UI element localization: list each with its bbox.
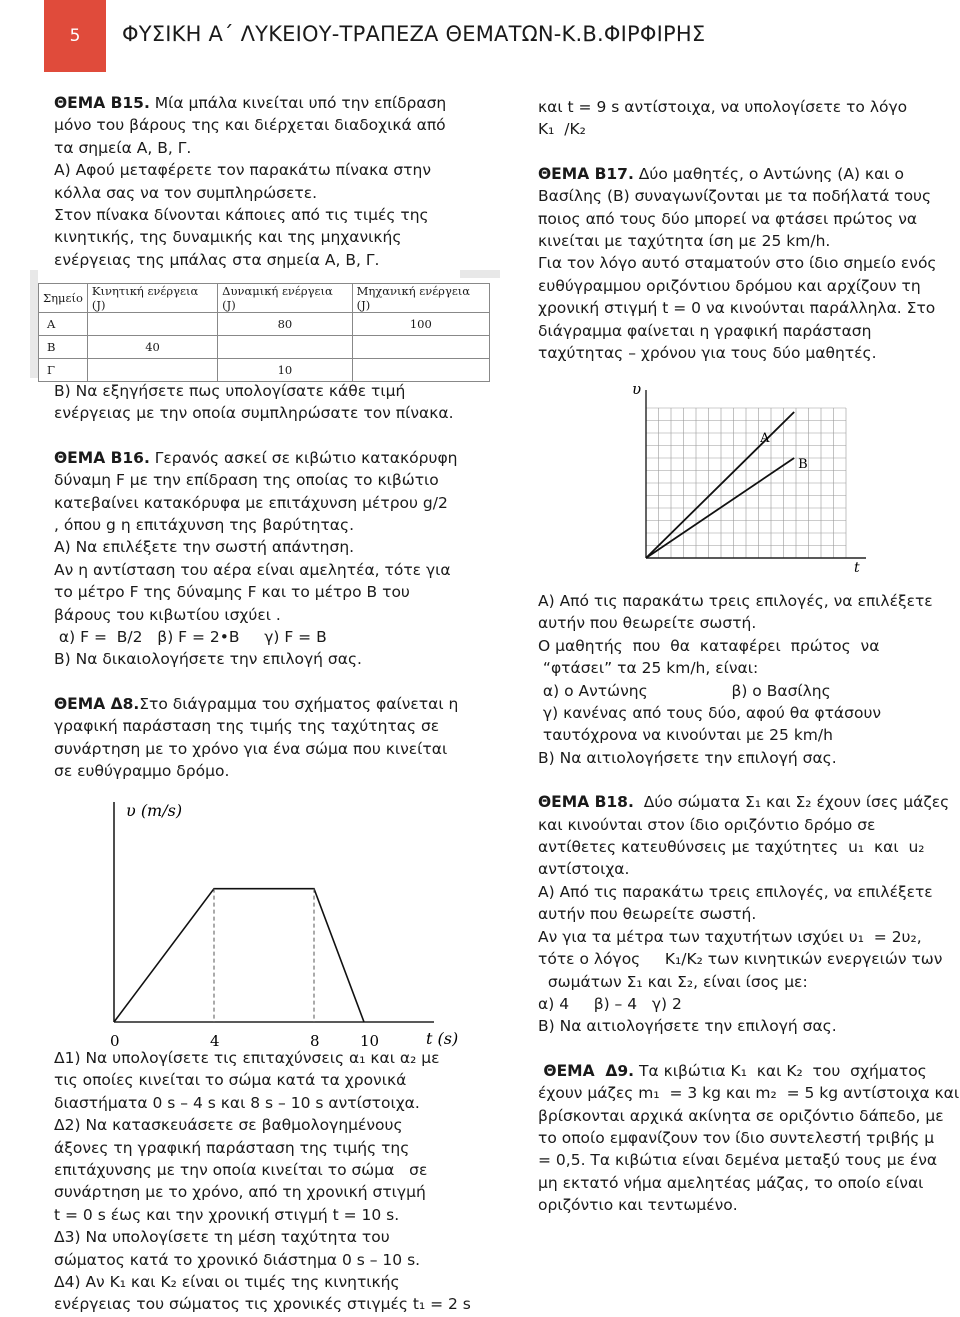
x-axis-label: t (s) (426, 1029, 459, 1048)
b18-line: αντίθετες κατευθύνσεις με ταχύτητες u₁ και u₂ (538, 838, 925, 857)
b16-heading: ΘΕΜΑ Β16. (54, 448, 150, 467)
d9-first-line (538, 1060, 956, 1082)
b17-question: αυτήν που θεωρείτε σωστή. (538, 614, 757, 633)
d9-line: το οποίο εμφανίζουν τον ίδιο συντελεστή τριβής μ (538, 1128, 935, 1147)
d8-first-line (54, 693, 476, 715)
b17-line: Για τον λόγο αυτό σταματούν στο ίδιο σημείο ενός (538, 254, 937, 273)
table-cell: Β (39, 336, 88, 359)
b17-line: κινείται με ταχύτητα ίση με 25 km/h. (538, 232, 831, 251)
b18-line: Β) Να αιτιολογήσετε την επιλογή σας. (538, 1017, 837, 1036)
b15-line: ενέργειας της μπάλας στα σημεία Α, Β, Γ. (54, 250, 380, 269)
b16-line: κατεβαίνει κατακόρυφα με επιτάχυνση μέτρου g/2 (54, 493, 448, 512)
table-shadow (30, 270, 38, 378)
b17-question: “φτάσει” τα 25 km/h, είναι: (538, 659, 759, 678)
b18-line: Α) Από τις παρακάτω τρεις επιλογές, να επιλέξετε (538, 882, 933, 901)
b18-line: τότε ο λόγος Κ₁/Κ₂ των κινητικών ενεργειών των (538, 950, 943, 969)
b18-first-line (538, 791, 956, 813)
y-axis-label: υ (m/s) (126, 801, 183, 820)
table-cell (87, 359, 217, 382)
b15-first-line (54, 92, 476, 114)
d9-line: = 0,5. Τα κιβώτια είναι δεμένα μεταξύ τους με ένα (538, 1151, 938, 1170)
b15-part-b: Β) Να εξηγήσετε πως υπολογίσατε κάθε τιμή (54, 382, 406, 400)
d8-line: γραφική παράσταση της τιμής της ταχύτητας σε (54, 717, 440, 736)
b17-question: γ) κανένας από τους δύο, αφού θα φτάσουν (538, 704, 882, 723)
table-cell (87, 313, 217, 336)
table-cell: Α (39, 313, 88, 336)
d8-question: Δ4) Αν Κ₁ και Κ₂ είναι οι τιμές της κινητικής (54, 1273, 400, 1292)
table-cell (218, 336, 352, 359)
b16-line: Αν η αντίσταση του αέρα είναι αμελητέα, τότε για (54, 560, 451, 579)
b17-question: ταυτόχρονα να κινούνται με 25 km/h (538, 726, 833, 745)
b16-line: δύναμη F με την επίδραση της οποίας το κιβώτιο (54, 471, 439, 490)
d8-question: Δ3) Να υπολογίσετε τη μέση ταχύτητα του (54, 1228, 390, 1247)
b16-first-line (54, 447, 476, 469)
b15-line: κινητικής, της δυναμικής και της μηχανικής (54, 228, 402, 247)
table-cell: 100 (352, 313, 489, 336)
b18-intro: Δύο σώματα Σ₁ και Σ₂ έχουν ίσες μάζες (633, 793, 950, 812)
x-axis-label: t (854, 560, 860, 576)
b18-options: α) 4 β) – 4 γ) 2 (538, 994, 682, 1013)
x-tick-label: 8 (310, 1032, 320, 1050)
b15-line: Α) Αφού μεταφέρετε τον παρακάτω πίνακα στην (54, 161, 431, 180)
d8-question: άξονες τη γραφική παράσταση της τιμής της (54, 1138, 410, 1157)
b17-line: ευθύγραμμου οριζόντιου δρόμου και αρχίζουν τη (538, 276, 921, 295)
table-cell: 40 (87, 336, 217, 359)
column-header: Δυναμική ενέργεια (J) (218, 284, 352, 313)
b18-line: σωμάτων Σ₁ και Σ₂, είναι ίσος με: (538, 972, 808, 991)
b15-heading: ΘΕΜΑ Β15. (54, 94, 150, 112)
column-header: Μηχανική ενέργεια (J) (352, 284, 489, 313)
y-axis-label: υ (632, 380, 642, 398)
b15-line: κόλλα σας να τον συμπληρώσετε. (54, 183, 318, 202)
b16-intro: Γερανός ασκεί σε κιβώτιο κατακόρυφη (149, 448, 458, 467)
b16-line: Β) Να δικαιολογήσετε την επιλογή σας. (54, 650, 362, 669)
table-header-row (39, 284, 490, 313)
table-shadow (460, 270, 500, 278)
b16-line: βάρους του κιβωτίου ισχύει . (54, 605, 281, 624)
table-row (39, 359, 490, 382)
b17-question: Α) Από τις παρακάτω τρεις επιλογές, να επιλέξετε (538, 592, 933, 610)
b18-heading: ΘΕΜΑ Β18. (538, 793, 634, 812)
b17-first-line (538, 163, 956, 185)
d8-heading: ΘΕΜΑ Δ8. (54, 694, 140, 713)
d8-line: συνάρτηση με το χρόνο για ένα σώμα που κινείται (54, 739, 448, 758)
d8-question: διαστήματα 0 s – 4 s και 8 s – 10 s αντίστοιχα. (54, 1093, 420, 1112)
d9-line: μη εκτατό νήμα αμελητέας μάζας, το οποίο είναι (538, 1173, 924, 1192)
d8-question: Δ1) Να υπολογίσετε τις επιταχύνσεις α₁ και α₂ με (54, 1049, 440, 1067)
table-cell: 10 (218, 359, 352, 382)
b18-line: Αν για τα μέτρα των ταχυτήτων ισχύει υ₁ = 2υ₂, (538, 927, 922, 946)
d8-velocity-time-chart (54, 782, 459, 1050)
d8-question: Δ2) Να κατασκευάσετε σε βαθμολογημένους (54, 1116, 403, 1135)
table-cell (352, 336, 489, 359)
right-column-bottom (538, 590, 960, 1217)
d8-question: επιτάχυνσης με την οποία κινείται το σώμα σε (54, 1161, 428, 1180)
d9-heading: ΘΕΜΑ Δ9. (538, 1061, 635, 1080)
table-row (39, 313, 490, 336)
d9-line: έχουν μάζες m₁ = 3 kg και m₂ = 5 kg αντίστοιχα και (538, 1084, 960, 1103)
d9-line: βρίσκονται αρχικά ακίνητα σε οριζόντιο δάπεδο, με (538, 1106, 944, 1125)
d8-continuation: Κ₁ /Κ₂ (538, 120, 586, 139)
table-cell: 80 (218, 313, 352, 336)
b18-line: και κινούνται στον ίδιο οριζόντιο δρόμο σε (538, 815, 876, 834)
d8-question: t = 0 s έως και την χρονική στιγμή t = 10 s. (54, 1205, 400, 1224)
table-cell: Γ (39, 359, 88, 382)
b16-line: το μέτρο F της δύναμης F και το μέτρο Β του (54, 583, 410, 602)
b18-line: αντίστοιχα. (538, 860, 630, 879)
energy-table (38, 283, 490, 382)
series-label: Β (798, 457, 808, 472)
page-number: 5 (69, 26, 81, 46)
left-column-top (54, 92, 476, 271)
d8-continuation: και t = 9 s αντίστοιχα, να υπολογίσετε το λόγο (538, 98, 908, 116)
b17-question: Β) Να αιτιολογήσετε την επιλογή σας. (538, 748, 837, 767)
b15-intro: Μία μπάλα κινείται υπό την επίδραση (149, 94, 447, 112)
b17-heading: ΘΕΜΑ Β17. (538, 164, 634, 183)
b17-line: χρονική στιγμή t = 0 να κινούνται παράλληλα. Στο (538, 299, 936, 318)
b17-line: ταχύτητας – χρόνου για τους δύο μαθητές. (538, 344, 877, 363)
b17-velocity-time-chart (608, 382, 870, 582)
b18-line: αυτήν που θεωρείτε σωστή. (538, 905, 757, 924)
page-title: ΦΥΣΙΚΗ Α΄ ΛΥΚΕΙΟΥ-ΤΡΑΠΕΖΑ ΘΕΜΑΤΩΝ-Κ.Β.ΦΙΡΦΙΡΗΣ (122, 22, 706, 46)
right-column-top (538, 96, 956, 364)
left-column-bottom (54, 1047, 476, 1316)
d8-question: ενέργειας του σώματος τις χρονικές στιγμές t₁ = 2 s (54, 1295, 471, 1314)
b17-question: α) ο Αντώνης β) ο Βασίλης (538, 681, 831, 700)
page-number-badge (44, 0, 106, 72)
b15-part-b: ενέργειας με την οποία συμπληρώσατε τον πίνακα. (54, 404, 454, 423)
b15-line: τα σημεία Α, Β, Γ. (54, 138, 192, 157)
b17-question: Ο μαθητής που θα καταφέρει πρώτος να (538, 636, 880, 655)
x-tick-label: 4 (210, 1032, 220, 1050)
b15-line: Στον πίνακα δίνονται κάποιες από τις τιμές της (54, 206, 429, 225)
b16-options: α) F = B/2 β) F = 2•B γ) F = B (54, 628, 327, 647)
d8-intro: Στο διάγραμμα του σχήματος φαίνεται η (139, 694, 459, 713)
left-column-middle (54, 380, 476, 783)
d8-line: σε ευθύγραμμο δρόμο. (54, 762, 230, 781)
d8-question: σώματος κατά το χρονικό διάστημα 0 s – 10 s. (54, 1250, 421, 1269)
b16-line: , όπου g η επιτάχυνση της βαρύτητας. (54, 516, 355, 535)
column-header: Κινητική ενέργεια (J) (87, 284, 217, 313)
series-line (114, 889, 364, 1022)
b15-line: μόνο του βάρους της και διέρχεται διαδοχικά από (54, 116, 446, 135)
series-label: Α (760, 431, 770, 446)
series-line-Α (646, 412, 794, 558)
d8-question: συνάρτηση με το χρόνο, από τη χρονική στιγμή (54, 1183, 426, 1202)
b17-line: ποιος από τους δύο μπορεί να φτάσει πρώτος να (538, 209, 918, 228)
d9-line: οριζόντιο και τεντωμένο. (538, 1196, 738, 1215)
x-tick-label: 10 (360, 1032, 380, 1050)
x-tick-label: 0 (110, 1032, 120, 1050)
d8-question: τις οποίες κινείται το σώμα κατά τα χρονικά (54, 1071, 407, 1090)
column-header: Σημείο (39, 284, 88, 313)
table-cell (352, 359, 489, 382)
b17-line: διάγραμμα φαίνεται η γραφική παράσταση (538, 321, 872, 340)
table-row (39, 336, 490, 359)
b17-line: Βασίλης (Β) συναγωνίζονται με τα ποδήλατά τους (538, 187, 932, 206)
b17-intro: Δύο μαθητές, ο Αντώνης (Α) και ο (633, 164, 904, 183)
b16-line: Α) Να επιλέξετε την σωστή απάντηση. (54, 538, 355, 557)
d9-intro: Τα κιβώτια Κ₁ και Κ₂ του σχήματος (634, 1061, 927, 1080)
